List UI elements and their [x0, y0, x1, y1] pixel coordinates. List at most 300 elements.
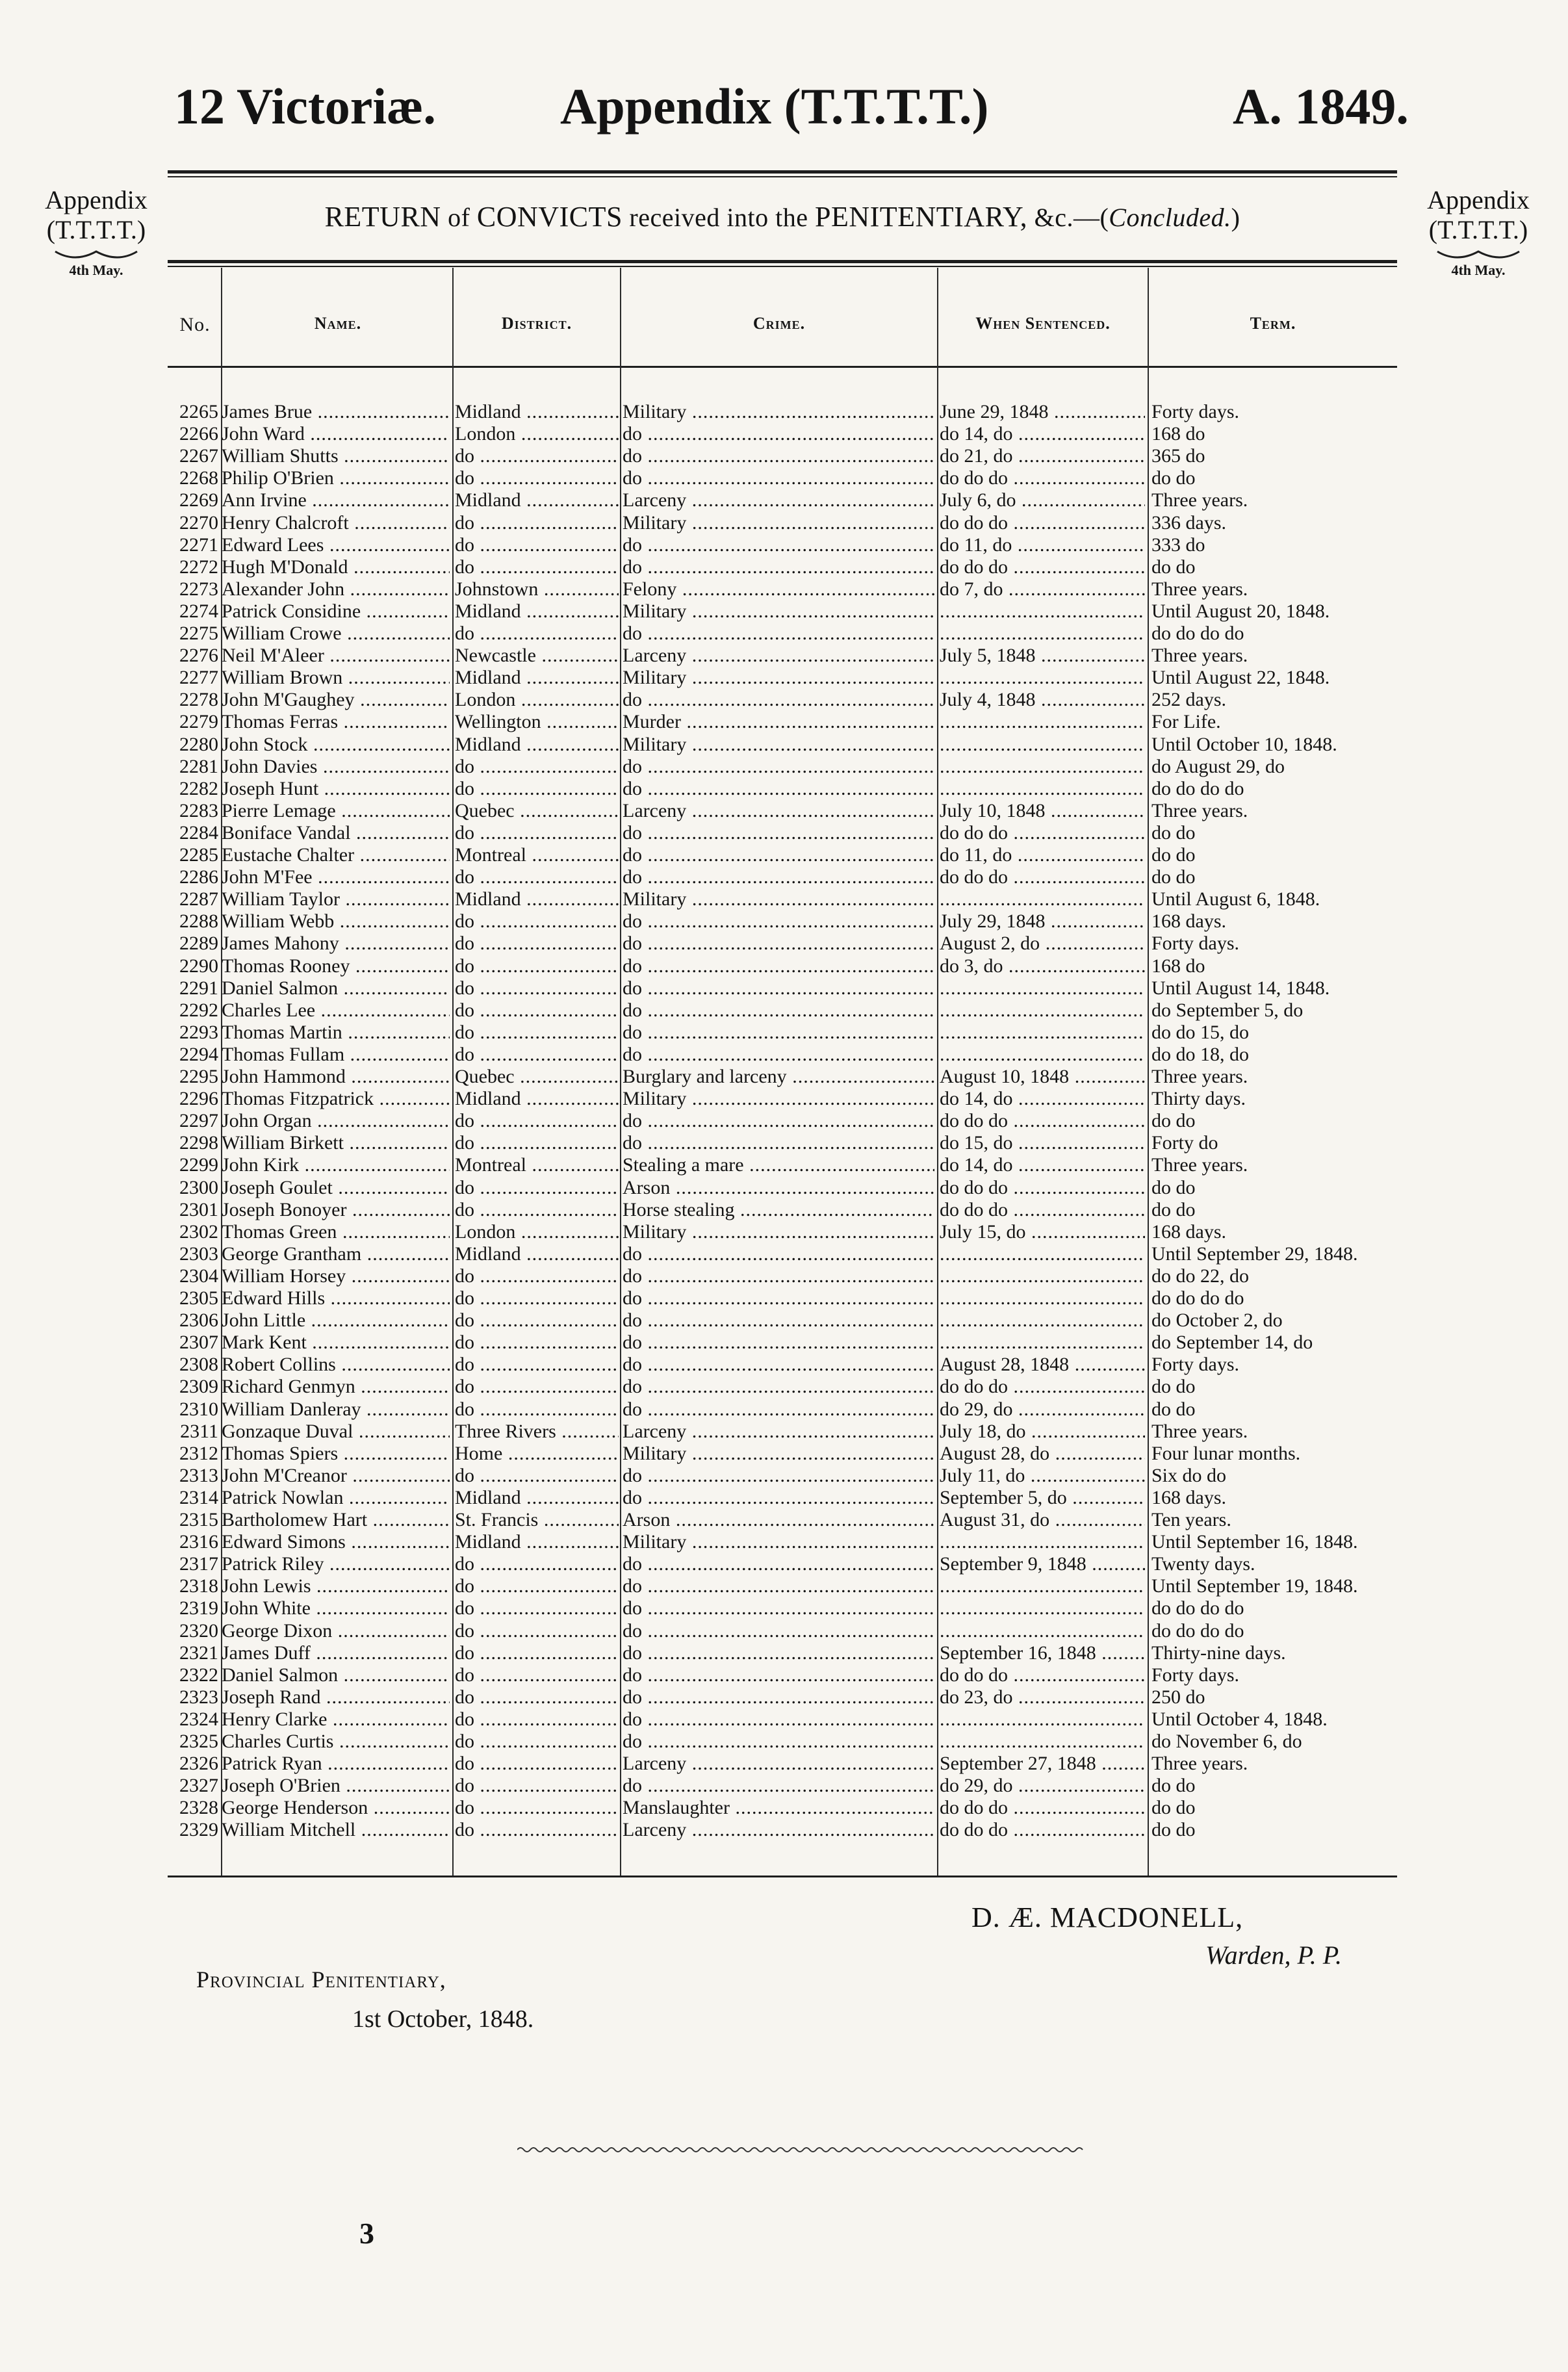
convict-name-cell: Ann Irvine .....: [222, 489, 450, 511]
district-cell: do .....: [455, 1287, 619, 1309]
margin-note-right: [1400, 185, 1556, 279]
convict-name-cell: John Ward .....: [222, 423, 450, 445]
convict-name-cell: Mark Kent .....: [222, 1332, 450, 1354]
crime-cell: Larceny .....: [623, 489, 934, 511]
row-number-cell: 2314: [179, 1486, 218, 1508]
table-row: [0, 888, 1568, 910]
crime-cell: do .....: [623, 1597, 934, 1619]
convict-name-cell: Thomas Rooney .....: [222, 955, 450, 977]
title-penitentiary: PENITENTIARY,: [814, 201, 1028, 233]
table-row: [0, 1753, 1568, 1775]
district-cell: do .....: [455, 1332, 619, 1354]
convict-name-cell: Joseph Rand .....: [222, 1686, 450, 1708]
table-row: [0, 711, 1568, 733]
district-cell: Midland .....: [455, 600, 619, 623]
table-row: [0, 734, 1568, 756]
table-row: [0, 645, 1568, 667]
table-row: [0, 689, 1568, 711]
row-number-cell: 2288: [179, 910, 218, 933]
convict-name-cell: Edward Hills .....: [222, 1287, 450, 1309]
district-cell: do .....: [455, 778, 619, 800]
crime-cell: Military .....: [623, 1531, 934, 1553]
row-number-cell: 2319: [179, 1597, 218, 1619]
district-cell: do .....: [455, 1642, 619, 1664]
term-cell: do do: [1151, 556, 1196, 578]
when-sentenced-cell: do 14, do .....: [940, 423, 1145, 445]
district-cell: London .....: [455, 689, 619, 711]
place-of-return: Provincial Penitentiary,: [196, 1966, 446, 1992]
convict-name-cell: Boniface Vandal .....: [222, 822, 450, 844]
term-cell: 168 do: [1151, 955, 1205, 977]
crime-cell: Military .....: [623, 512, 934, 534]
row-number-cell: 2269: [179, 489, 218, 511]
convict-name-cell: John Stock .....: [222, 734, 450, 756]
convict-name-cell: Henry Chalcroft .....: [222, 512, 450, 534]
term-cell: do do: [1151, 866, 1196, 888]
when-sentenced-cell: [940, 1731, 1145, 1753]
term-cell: Twenty days.: [1151, 1553, 1255, 1575]
crime-cell: Larceny .....: [623, 1753, 934, 1775]
table-row: [0, 1221, 1568, 1243]
term-cell: Until August 20, 1848.: [1151, 600, 1330, 622]
when-sentenced-cell: [940, 1597, 1145, 1619]
when-sentenced-cell: August 10, 1848 .....: [940, 1066, 1145, 1088]
table-row: [0, 999, 1568, 1022]
table-row: [0, 977, 1568, 999]
crime-cell: do .....: [623, 1399, 934, 1421]
term-cell: Until September 19, 1848.: [1151, 1575, 1358, 1597]
when-sentenced-cell: [940, 711, 1145, 733]
row-number-cell: 2325: [179, 1731, 218, 1752]
table-row: [0, 1819, 1568, 1841]
crime-cell: do .....: [623, 1044, 934, 1066]
table-row: [0, 800, 1568, 822]
term-cell: Four lunar months.: [1151, 1442, 1301, 1464]
table-row: [0, 534, 1568, 556]
term-cell: Three years.: [1151, 578, 1248, 600]
district-cell: do .....: [455, 1354, 619, 1376]
table-row: [0, 1066, 1568, 1088]
crime-cell: do .....: [623, 1686, 934, 1708]
crime-cell: do .....: [623, 1243, 934, 1265]
district-cell: Three Rivers .....: [455, 1421, 619, 1443]
warden-signature-name: D. Æ. MACDONELL,: [971, 1901, 1244, 1933]
term-cell: Three years.: [1151, 1066, 1248, 1087]
crime-cell: do .....: [623, 689, 934, 711]
term-cell: Thirty days.: [1151, 1088, 1246, 1110]
convict-name-cell: John M'Creanor .....: [222, 1465, 450, 1487]
term-cell: 365 do: [1151, 445, 1205, 467]
district-cell: Newcastle .....: [455, 645, 619, 667]
row-number-cell: 2312: [179, 1442, 218, 1464]
district-cell: Midland .....: [455, 1243, 619, 1265]
when-sentenced-cell: [940, 1287, 1145, 1309]
term-cell: 168 do: [1151, 423, 1205, 445]
table-row: [0, 423, 1568, 445]
district-cell: do .....: [455, 1597, 619, 1619]
table-row: [0, 1309, 1568, 1332]
table-row: [0, 512, 1568, 534]
row-number-cell: 2306: [179, 1309, 218, 1332]
term-cell: 168 days.: [1151, 910, 1226, 933]
convict-name-cell: John M'Gaughey .....: [222, 689, 450, 711]
row-number-cell: 2300: [179, 1176, 218, 1198]
table-row: [0, 1531, 1568, 1553]
convict-name-cell: William Horsey .....: [222, 1265, 450, 1287]
convict-name-cell: Alexander John .....: [222, 578, 450, 600]
table-row: [0, 1399, 1568, 1421]
term-cell: 250 do: [1151, 1686, 1205, 1708]
table-row: [0, 1421, 1568, 1443]
table-row: [0, 1465, 1568, 1487]
when-sentenced-cell: do do do .....: [940, 556, 1145, 578]
row-number-cell: 2307: [179, 1332, 218, 1354]
row-number-cell: 2298: [179, 1132, 218, 1154]
term-cell: do August 29, do: [1151, 755, 1285, 777]
when-sentenced-cell: do 11, do .....: [940, 844, 1145, 866]
term-cell: Three years.: [1151, 645, 1248, 667]
term-cell: Forty do: [1151, 1132, 1218, 1154]
district-cell: do .....: [455, 1309, 619, 1332]
convict-name-cell: John M'Fee .....: [222, 866, 450, 888]
term-cell: do do 22, do: [1151, 1265, 1249, 1287]
term-cell: 333 do: [1151, 534, 1205, 556]
row-number-cell: 2315: [179, 1509, 218, 1530]
row-number-cell: 2311: [180, 1420, 218, 1442]
convict-name-cell: Henry Clarke .....: [222, 1708, 450, 1731]
when-sentenced-cell: do do do .....: [940, 512, 1145, 534]
row-number-cell: 2272: [179, 556, 218, 578]
when-sentenced-cell: do 21, do .....: [940, 445, 1145, 467]
when-sentenced-cell: do do do .....: [940, 1797, 1145, 1819]
crime-cell: do .....: [623, 534, 934, 556]
district-cell: Montreal .....: [455, 844, 619, 866]
table-row: [0, 1664, 1568, 1686]
district-cell: Midland .....: [455, 888, 619, 910]
table-row: [0, 578, 1568, 600]
crime-cell: Military .....: [623, 667, 934, 689]
margin-note-appendix: (T.T.T.T.): [1428, 215, 1528, 244]
district-cell: London .....: [455, 1221, 619, 1243]
term-cell: do do: [1151, 1819, 1196, 1841]
table-bottom-rule: [168, 1876, 1397, 1877]
row-number-cell: 2283: [179, 799, 218, 821]
row-number-cell: 2281: [179, 755, 218, 777]
column-header-district: District.: [501, 314, 572, 333]
convict-name-cell: George Dixon .....: [222, 1620, 450, 1642]
crime-cell: do .....: [623, 1708, 934, 1731]
row-number-cell: 2285: [179, 844, 218, 866]
crime-cell: Military .....: [623, 888, 934, 910]
table-row: [0, 1354, 1568, 1376]
warden-signature-title: Warden, P. P.: [1205, 1940, 1343, 1970]
convict-name-cell: Joseph Goulet .....: [222, 1177, 450, 1199]
convict-name-cell: John Little .....: [222, 1309, 450, 1332]
when-sentenced-cell: [940, 999, 1145, 1022]
row-number-cell: 2304: [179, 1265, 218, 1287]
table-row: [0, 1154, 1568, 1176]
crime-cell: do .....: [623, 1664, 934, 1686]
convict-name-cell: James Brue .....: [222, 401, 450, 423]
term-cell: do do do do: [1151, 623, 1244, 644]
district-cell: St. Francis .....: [455, 1509, 619, 1531]
convict-name-cell: John White .....: [222, 1597, 450, 1619]
when-sentenced-cell: do 3, do .....: [940, 955, 1145, 977]
term-cell: do do do do: [1151, 1619, 1244, 1642]
row-number-cell: 2270: [179, 511, 218, 534]
table-row: [0, 1243, 1568, 1265]
table-row: [0, 467, 1568, 489]
row-number-cell: 2273: [179, 578, 218, 600]
term-cell: 168 days.: [1151, 1220, 1226, 1243]
when-sentenced-cell: do 7, do .....: [940, 578, 1145, 600]
district-cell: Midland .....: [455, 401, 619, 423]
convict-name-cell: William Crowe .....: [222, 623, 450, 645]
convict-name-cell: William Webb .....: [222, 910, 450, 933]
column-header-no: No.: [179, 314, 211, 335]
crime-cell: do .....: [623, 1354, 934, 1376]
convict-name-cell: Patrick Ryan .....: [222, 1753, 450, 1775]
row-number-cell: 2293: [179, 1021, 218, 1043]
term-cell: Until August 6, 1848.: [1151, 888, 1320, 910]
row-number-cell: 2310: [179, 1398, 218, 1420]
row-number-cell: 2289: [179, 933, 218, 955]
column-header-when: When Sentenced.: [975, 314, 1111, 333]
district-cell: do .....: [455, 1753, 619, 1775]
when-sentenced-cell: [940, 1620, 1145, 1642]
when-sentenced-cell: do do do .....: [940, 822, 1145, 844]
term-cell: Until September 16, 1848.: [1151, 1531, 1358, 1553]
table-row: [0, 667, 1568, 689]
convict-name-cell: Patrick Considine .....: [222, 600, 450, 623]
convict-name-cell: Philip O'Brien .....: [222, 467, 450, 489]
table-row: [0, 910, 1568, 933]
when-sentenced-cell: do 29, do .....: [940, 1399, 1145, 1421]
when-sentenced-cell: August 28, 1848 .....: [940, 1354, 1145, 1376]
term-cell: do November 6, do: [1151, 1731, 1302, 1752]
margin-note-appendix: (T.T.T.T.): [46, 215, 146, 244]
when-sentenced-cell: do do do .....: [940, 1110, 1145, 1132]
when-sentenced-cell: [940, 1309, 1145, 1332]
row-number-cell: 2271: [179, 534, 218, 556]
table-row: [0, 1620, 1568, 1642]
when-sentenced-cell: [940, 623, 1145, 645]
term-cell: Forty days.: [1151, 1664, 1239, 1686]
row-number-cell: 2296: [179, 1088, 218, 1110]
margin-note-label: Appendix: [1427, 185, 1530, 214]
when-sentenced-cell: do do do .....: [940, 866, 1145, 888]
term-cell: do do: [1151, 1797, 1196, 1819]
term-cell: 336 days.: [1151, 511, 1226, 534]
row-number-cell: 2302: [179, 1220, 218, 1243]
table-row: [0, 1132, 1568, 1154]
table-row: [0, 1775, 1568, 1797]
district-cell: do .....: [455, 1399, 619, 1421]
row-number-cell: 2286: [179, 866, 218, 888]
table-row: [0, 1376, 1568, 1398]
term-cell: Until October 10, 1848.: [1151, 733, 1337, 755]
convict-name-cell: Robert Collins .....: [222, 1354, 450, 1376]
table-row: [0, 1731, 1568, 1753]
district-cell: Home .....: [455, 1443, 619, 1465]
term-cell: Until August 14, 1848.: [1151, 977, 1330, 999]
term-cell: Until September 29, 1848.: [1151, 1243, 1358, 1265]
when-sentenced-cell: do 15, do .....: [940, 1132, 1145, 1154]
convict-name-cell: George Henderson .....: [222, 1797, 450, 1819]
row-number-cell: 2321: [179, 1642, 218, 1664]
convict-name-cell: Daniel Salmon .....: [222, 977, 450, 999]
district-cell: do .....: [455, 1775, 619, 1797]
convict-name-cell: James Duff .....: [222, 1642, 450, 1664]
table-row: [0, 1044, 1568, 1066]
convict-name-cell: Pierre Lemage .....: [222, 800, 450, 822]
crime-cell: Manslaughter .....: [623, 1797, 934, 1819]
when-sentenced-cell: [940, 1265, 1145, 1287]
when-sentenced-cell: [940, 756, 1145, 778]
when-sentenced-cell: [940, 1243, 1145, 1265]
district-cell: do .....: [455, 1686, 619, 1708]
term-cell: Thirty-nine days.: [1151, 1642, 1286, 1664]
district-cell: do .....: [455, 1731, 619, 1753]
convict-name-cell: Charles Curtis .....: [222, 1731, 450, 1753]
title-return: RETURN: [324, 201, 441, 233]
crime-cell: Arson .....: [623, 1177, 934, 1199]
table-row: [0, 756, 1568, 778]
convict-name-cell: Neil M'Aleer .....: [222, 645, 450, 667]
convict-name-cell: Thomas Spiers .....: [222, 1443, 450, 1465]
term-cell: Three years.: [1151, 1753, 1248, 1775]
district-cell: do .....: [455, 756, 619, 778]
district-cell: Midland .....: [455, 489, 619, 511]
district-cell: Midland .....: [455, 1487, 619, 1509]
crime-cell: do .....: [623, 1553, 934, 1575]
convict-name-cell: Thomas Fitzpatrick .....: [222, 1088, 450, 1110]
when-sentenced-cell: July 18, do .....: [940, 1421, 1145, 1443]
convict-name-cell: John Organ .....: [222, 1110, 450, 1132]
crime-cell: Horse stealing .....: [623, 1199, 934, 1221]
title-rest: &c.—(: [1034, 203, 1109, 232]
when-sentenced-cell: [940, 1022, 1145, 1044]
crime-cell: do .....: [623, 910, 934, 933]
row-number-cell: 2291: [179, 977, 218, 999]
table-row: [0, 1332, 1568, 1354]
crime-cell: do .....: [623, 1731, 934, 1753]
row-number-cell: 2303: [179, 1243, 218, 1265]
table-row: [0, 778, 1568, 800]
district-cell: do .....: [455, 977, 619, 999]
crime-cell: do .....: [623, 1620, 934, 1642]
wavy-separator-rule: [517, 2145, 1089, 2155]
when-sentenced-cell: do 23, do .....: [940, 1686, 1145, 1708]
table-top-rule-thick: [168, 260, 1397, 263]
term-cell: Three years.: [1151, 799, 1248, 821]
row-number-cell: 2297: [179, 1110, 218, 1132]
convict-name-cell: Thomas Green .....: [222, 1221, 450, 1243]
when-sentenced-cell: [940, 667, 1145, 689]
table-row: [0, 1797, 1568, 1819]
crime-cell: Military .....: [623, 600, 934, 623]
convict-name-cell: Thomas Ferras .....: [222, 711, 450, 733]
convict-name-cell: John Kirk .....: [222, 1154, 450, 1176]
crime-cell: do .....: [623, 1642, 934, 1664]
table-row: [0, 1686, 1568, 1708]
crime-cell: do .....: [623, 1775, 934, 1797]
convict-name-cell: Bartholomew Hart .....: [222, 1509, 450, 1531]
row-number-cell: 2313: [179, 1464, 218, 1486]
crime-cell: Larceny .....: [623, 800, 934, 822]
convict-name-cell: Daniel Salmon .....: [222, 1664, 450, 1686]
table-row: [0, 1088, 1568, 1110]
title-of: of: [448, 203, 470, 232]
term-cell: Three years.: [1151, 1154, 1248, 1176]
convict-name-cell: Joseph O'Brien .....: [222, 1775, 450, 1797]
term-cell: do September 14, do: [1151, 1332, 1313, 1354]
margin-note-date: 4th May.: [1451, 262, 1506, 278]
row-number-cell: 2268: [179, 467, 218, 489]
table-row: [0, 445, 1568, 467]
convict-name-cell: John Lewis .....: [222, 1575, 450, 1597]
table-row: [0, 1553, 1568, 1575]
table-row: [0, 489, 1568, 511]
term-cell: do do: [1151, 1376, 1196, 1398]
convict-name-cell: Gonzaque Duval .....: [222, 1421, 450, 1443]
column-header-name: Name.: [314, 314, 362, 333]
row-number-cell: 2295: [179, 1066, 218, 1087]
when-sentenced-cell: August 28, do .....: [940, 1443, 1145, 1465]
crime-cell: do .....: [623, 1132, 934, 1154]
district-cell: Quebec .....: [455, 1066, 619, 1088]
row-number-cell: 2301: [179, 1198, 218, 1220]
convict-name-cell: Patrick Nowlan .....: [222, 1487, 450, 1509]
crime-cell: do .....: [623, 866, 934, 888]
column-header-crime: Crime.: [752, 314, 806, 333]
district-cell: do .....: [455, 1376, 619, 1398]
when-sentenced-cell: September 5, do .....: [940, 1487, 1145, 1509]
brace-ornament-icon: [54, 249, 138, 263]
when-sentenced-cell: July 29, 1848 .....: [940, 910, 1145, 933]
term-cell: 168 days.: [1151, 1486, 1226, 1508]
convict-name-cell: Thomas Martin .....: [222, 1022, 450, 1044]
crime-cell: do .....: [623, 1309, 934, 1332]
term-cell: Three years.: [1151, 489, 1248, 511]
table-row: [0, 1199, 1568, 1221]
table-row: [0, 1265, 1568, 1287]
table-row: [0, 1287, 1568, 1309]
convict-name-cell: Thomas Fullam .....: [222, 1044, 450, 1066]
district-cell: do .....: [455, 910, 619, 933]
convict-name-cell: Joseph Bonoyer .....: [222, 1199, 450, 1221]
table-row: [0, 1022, 1568, 1044]
term-cell: do do: [1151, 1110, 1196, 1132]
crime-cell: Military .....: [623, 1221, 934, 1243]
term-cell: Forty days.: [1151, 933, 1239, 955]
row-number-cell: 2279: [179, 711, 218, 733]
when-sentenced-cell: [940, 1332, 1145, 1354]
row-number-cell: 2324: [179, 1708, 218, 1730]
district-cell: do .....: [455, 999, 619, 1022]
when-sentenced-cell: [940, 600, 1145, 623]
row-number-cell: 2287: [179, 888, 218, 910]
crime-cell: do .....: [623, 955, 934, 977]
brace-ornament-icon: [1436, 249, 1521, 263]
term-cell: do do do do: [1151, 1597, 1244, 1619]
district-cell: Midland .....: [455, 667, 619, 689]
convict-name-cell: Hugh M'Donald .....: [222, 556, 450, 578]
crime-cell: do .....: [623, 933, 934, 955]
convict-name-cell: William Mitchell .....: [222, 1819, 450, 1841]
term-cell: do do 15, do: [1151, 1021, 1249, 1043]
header-regnal-year: 12 Victoriæ.: [174, 78, 436, 135]
